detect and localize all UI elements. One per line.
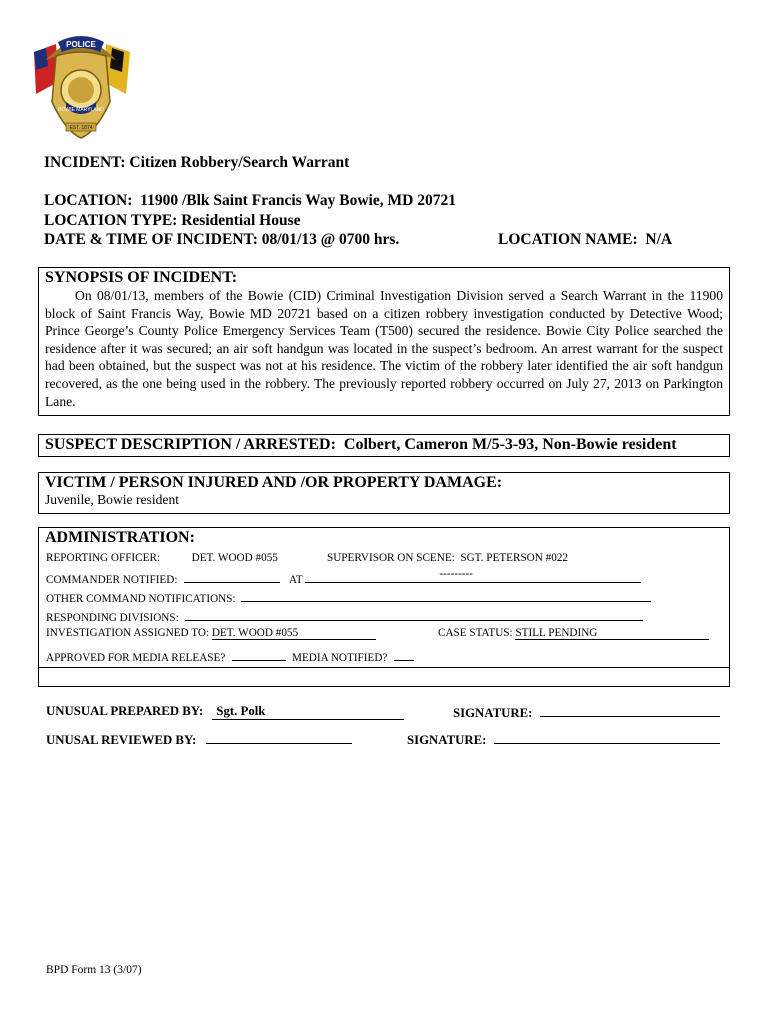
suspect-label: SUSPECT DESCRIPTION / ARRESTED: [45,436,336,453]
suspect-box [38,434,730,457]
commander-row [46,570,641,586]
signature2-row [407,731,720,748]
admin-title: ADMINISTRATION: [45,529,195,546]
signature2-field[interactable] [494,731,720,744]
victim-box [38,472,730,514]
reviewed-by-label: UNUSAL REVIEWED BY: [46,733,197,747]
location-value: 11900 /Blk Saint Francis Way Bowie, MD 20721 [140,192,456,209]
datetime-line [44,231,399,249]
responding-row [46,608,643,624]
synopsis-title: SYNOPSIS OF INCIDENT: [45,269,238,286]
badge-bottom-text: EST. 1874 [69,125,93,131]
case-status-label: CASE STATUS: [438,627,513,639]
investigation-value: DET. WOOD #055 [211,627,299,639]
supervisor-row [327,552,568,564]
reviewed-by-row [46,731,352,748]
location-type-label: LOCATION TYPE: [44,212,178,229]
commander-label: COMMANDER NOTIFIED: [46,574,178,586]
prepared-by-field[interactable] [212,704,404,720]
commander-field[interactable] [184,570,280,583]
location-label: LOCATION: [44,192,133,209]
location-type-line [44,212,301,230]
datetime-value: 08/01/13 @ 0700 hrs. [261,231,400,248]
at-label: AT [289,574,303,586]
incident-label: INCIDENT: [44,154,126,171]
supervisor-label: SUPERVISOR ON SCENE: [327,552,455,564]
reviewed-by-field[interactable] [206,731,352,744]
badge-ring-text: BOWIE MARYLAND [58,107,104,113]
synopsis-box [38,267,730,416]
victim-title: VICTIM / PERSON INJURED AND /OR PROPERTY DAMAGE: [45,474,503,491]
case-status-value: STILL PENDING [515,627,598,639]
badge-icon [26,22,136,140]
media-release-field[interactable] [232,648,286,661]
police-badge-logo [26,22,136,140]
investigation-row [46,627,376,640]
signature-row [453,704,720,721]
case-status-row [438,627,709,640]
location-name-line [498,231,672,249]
other-notifications-row [46,589,651,605]
media-release-row [46,648,286,664]
signature2-label: SIGNATURE: [407,733,487,747]
signature-label: SIGNATURE: [453,706,533,720]
signature-field[interactable] [540,704,720,717]
case-status-field[interactable] [515,627,709,640]
media-release-label: APPROVED FOR MEDIA RELEASE? [46,652,226,664]
incident-line [44,154,349,172]
reporting-officer-label: REPORTING OFFICER: [46,552,161,564]
at-field[interactable] [305,570,641,583]
victim-value: Juvenile, Bowie resident [45,492,180,507]
media-notified-row [292,648,414,664]
suspect-line [39,435,729,454]
other-notifications-label: OTHER COMMAND NOTIFICATIONS: [46,593,236,605]
location-type-value: Residential House [181,212,301,229]
administration-extra-row [38,667,730,687]
reporting-officer-value: DET. WOOD #055 [191,552,278,564]
datetime-label: DATE & TIME OF INCIDENT: [44,231,258,248]
investigation-label: INVESTIGATION ASSIGNED TO: [46,627,210,639]
prepared-by-row [46,704,404,720]
location-line [44,192,456,210]
dashes-text: --------- [439,568,473,580]
responding-field[interactable] [185,608,643,621]
prepared-by-label: UNUSUAL PREPARED BY: [46,704,204,718]
other-notifications-field[interactable] [241,589,651,602]
responding-label: RESPONDING DIVISIONS: [46,612,179,624]
location-name-label: LOCATION NAME: [498,231,638,248]
badge-top-text: POLICE [66,40,96,49]
prepared-by-value: Sgt. Polk [216,704,266,718]
media-notified-label: MEDIA NOTIFIED? [292,652,388,664]
incident-value: Citizen Robbery/Search Warrant [129,154,350,171]
synopsis-text: On 08/01/13, members of the Bowie (CID) Criminal Investigation Division served a Search Warrant in the 11900 block of Saint Francis Way, Bowie MD 20721 based on a citizen robbery investigation conducted by Detective Wood; Prince George’s County Police Emergency Services Team (T500) secured the residence. Bowie City Police searched the residence after it was secured; an air soft handgun was located in the suspect’s bedroom. An arrest warrant for the suspect had been obtained, but the suspect was not at his residence. The victim of the robbery later identified the air soft handgun recovered, as the one being used in the robbery. The previously reported robbery occurred on July 27, 2013 on Parkington Lane. [45,288,723,409]
suspect-value: Colbert, Cameron M/5-3-93, Non-Bowie resident [343,436,677,453]
location-name-value: N/A [645,231,673,248]
form-footer: BPD Form 13 (3/07) [46,964,142,976]
supervisor-value: SGT. PETERSON #022 [460,552,569,564]
media-notified-field[interactable] [394,648,414,661]
reporting-officer-row [46,552,278,564]
investigation-field[interactable] [212,627,376,640]
